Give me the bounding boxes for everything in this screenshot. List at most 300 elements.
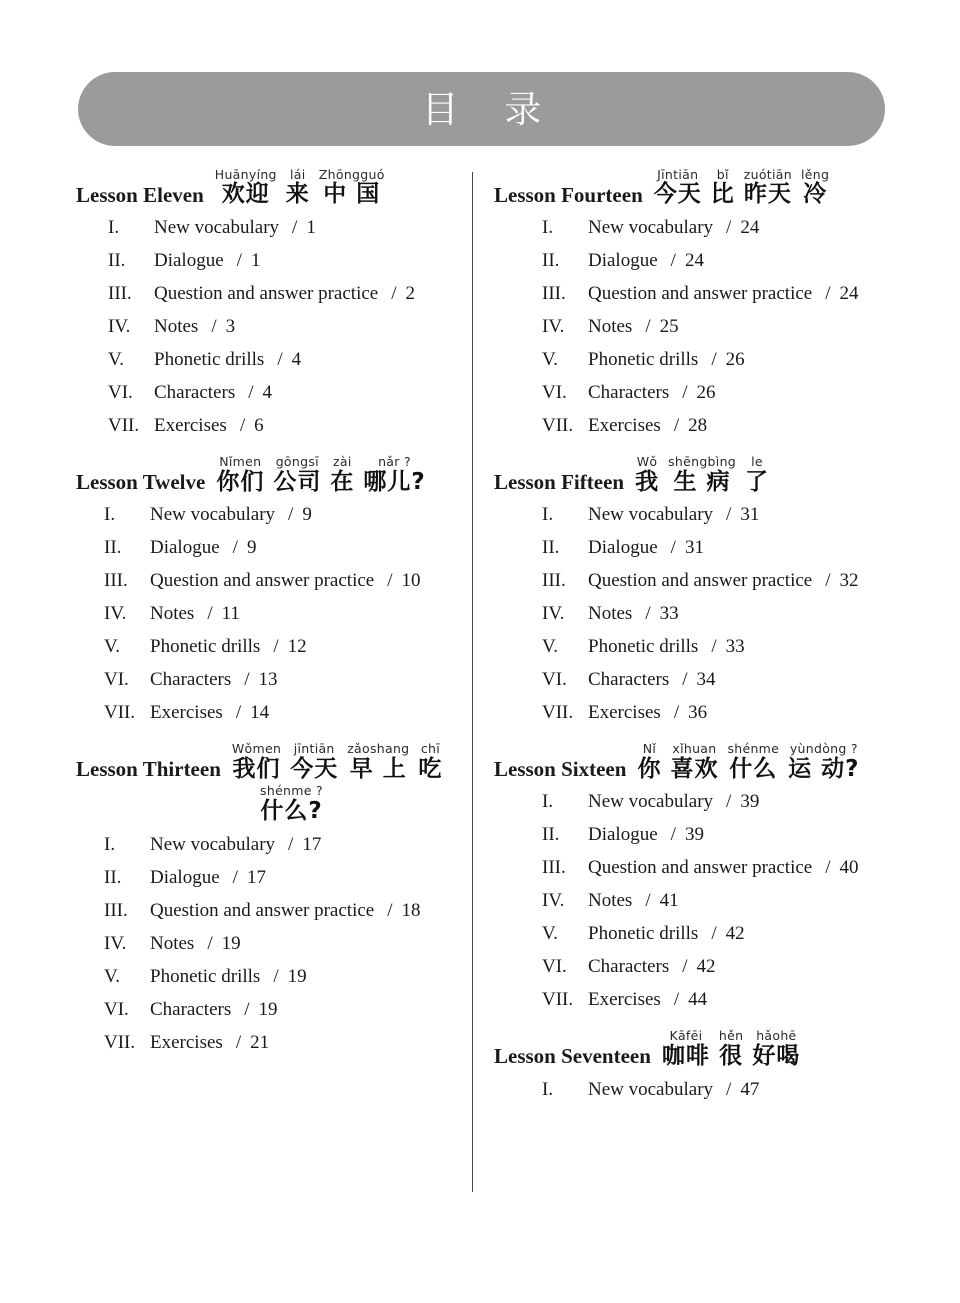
toc-item[interactable] [542, 792, 944, 811]
item-numeral: VI. [108, 382, 133, 404]
item-page-number: 19 [221, 932, 241, 954]
item-numeral: VI. [104, 998, 129, 1020]
item-numeral: VII. [542, 415, 574, 437]
lesson-label: Lesson Twelve [76, 470, 206, 495]
item-title: Question and answer practice [150, 899, 375, 921]
toc-item[interactable] [542, 571, 944, 590]
item-separator: / [387, 570, 393, 592]
toc-item[interactable] [542, 251, 944, 270]
pinyin-annotation: Jīntiān [657, 167, 699, 182]
toc-item[interactable] [104, 868, 456, 887]
item-numeral: V. [104, 965, 121, 987]
item-title: New vocabulary [588, 1078, 714, 1100]
pinyin-annotation: shénme [727, 741, 780, 757]
item-separator: / [825, 857, 831, 879]
lesson-title-unit [635, 455, 659, 495]
lesson-entry-seventeen [494, 1029, 944, 1098]
item-separator: / [711, 636, 717, 658]
item-title: Dialogue [150, 537, 220, 559]
item-title: Characters [150, 998, 232, 1020]
lesson-heading[interactable] [494, 168, 944, 208]
item-separator: / [273, 965, 279, 987]
lesson-heading[interactable] [76, 742, 456, 824]
chinese-characters: 哪儿? [363, 468, 426, 495]
item-separator: / [673, 702, 680, 724]
item-numeral: IV. [542, 603, 565, 625]
item-title: Phonetic drills [588, 636, 699, 658]
lesson-title-unit [788, 742, 859, 782]
item-separator: / [645, 603, 651, 625]
item-numeral: III. [542, 857, 566, 879]
lesson-title-unit [637, 742, 661, 782]
item-numeral: II. [542, 537, 560, 559]
pinyin-annotation: lěng [800, 167, 830, 182]
pinyin-annotation: le [751, 454, 763, 470]
pinyin-annotation: Nǐ [642, 741, 657, 757]
item-title: New vocabulary [588, 791, 714, 813]
lesson-title-chinese [215, 168, 385, 208]
item-separator: / [825, 283, 831, 305]
item-separator: / [232, 537, 238, 559]
toc-item[interactable] [542, 416, 944, 435]
toc-item[interactable] [542, 604, 944, 623]
item-separator: / [670, 537, 676, 559]
chinese-characters: 喜欢 [670, 755, 719, 782]
lesson-title-unit [216, 455, 264, 495]
lesson-label: Lesson Fourteen [494, 183, 643, 208]
toc-item[interactable] [542, 317, 944, 336]
toc-item[interactable] [104, 1033, 456, 1052]
item-separator: / [288, 833, 294, 855]
item-page-number: 25 [659, 316, 679, 338]
lesson-title-unit [363, 455, 425, 495]
page-header-bar [78, 72, 885, 146]
pinyin-annotation: hǎohē [756, 1028, 797, 1044]
item-title: Dialogue [154, 250, 224, 272]
item-page-number: 18 [401, 899, 421, 921]
pinyin-annotation: zuótiān [743, 167, 792, 182]
item-title: Characters [588, 956, 670, 978]
lesson-item-list [76, 835, 456, 1052]
lesson-label: Lesson Sixteen [494, 757, 627, 782]
lesson-entry-eleven [76, 168, 456, 435]
chinese-characters: 什么 [729, 755, 778, 782]
item-separator: / [387, 899, 393, 921]
item-title: Characters [150, 669, 232, 691]
item-page-number: 24 [839, 283, 859, 305]
lesson-label: Lesson Eleven [76, 183, 204, 208]
item-title: Question and answer practice [154, 283, 379, 305]
chinese-characters: 生 病 [673, 468, 731, 495]
item-page-number: 4 [262, 382, 273, 404]
item-title: Dialogue [588, 250, 658, 272]
toc-item[interactable] [108, 383, 456, 402]
item-separator: / [726, 504, 732, 526]
chinese-characters: 咖啡 [661, 1042, 710, 1069]
chinese-characters: 我们 [232, 755, 281, 782]
toc-item[interactable] [542, 957, 944, 976]
pinyin-annotation: bǐ [716, 167, 729, 182]
toc-item[interactable] [542, 284, 944, 303]
item-separator: / [235, 702, 242, 724]
toc-item[interactable] [542, 538, 944, 557]
item-separator: / [244, 669, 250, 691]
lesson-label: Lesson Fifteen [494, 470, 625, 495]
item-numeral: I. [542, 217, 554, 239]
item-numeral: III. [104, 899, 128, 921]
pinyin-annotation: xǐhuan [672, 741, 717, 757]
pinyin-annotation: shénme ? [260, 783, 323, 799]
item-numeral: II. [104, 537, 122, 559]
lesson-label: Lesson Seventeen [494, 1044, 651, 1069]
toc-item[interactable] [104, 835, 456, 854]
item-numeral: IV. [104, 932, 127, 954]
lesson-entry-sixteen [494, 742, 944, 1009]
toc-item[interactable] [542, 350, 944, 369]
toc-item[interactable] [108, 284, 456, 303]
item-title: Notes [588, 603, 633, 625]
chinese-characters: 在 [330, 468, 355, 495]
item-title: Dialogue [150, 866, 220, 888]
lesson-entry-thirteen [76, 742, 456, 1051]
pinyin-annotation: yùndòng ? [789, 741, 858, 757]
toc-item[interactable] [542, 383, 944, 402]
chinese-characters: 很 [719, 1042, 744, 1069]
item-page-number: 11 [221, 603, 240, 625]
item-page-number: 31 [684, 537, 704, 559]
pinyin-annotation: Nǐmen [219, 454, 262, 470]
lesson-item-list [494, 792, 944, 1009]
item-separator: / [244, 998, 250, 1020]
lesson-item-list [494, 505, 944, 722]
item-page-number: 39 [684, 824, 704, 846]
item-page-number: 3 [225, 316, 236, 338]
lesson-title-unit [670, 742, 718, 782]
lesson-title-unit [260, 784, 323, 824]
chinese-characters: 了 [745, 468, 770, 495]
item-numeral: VII. [104, 702, 136, 724]
lesson-title-unit [744, 168, 792, 208]
item-numeral: VII. [542, 702, 574, 724]
lesson-item-list [76, 505, 456, 722]
lesson-entry-twelve [76, 455, 456, 722]
toc-item[interactable] [104, 670, 456, 689]
lesson-label: Lesson Thirteen [76, 757, 221, 782]
pinyin-annotation: Kāfēi [669, 1028, 703, 1044]
pinyin-annotation: zài [333, 454, 352, 470]
toc-item[interactable] [542, 924, 944, 943]
item-title: Notes [150, 603, 195, 625]
lesson-title-unit [290, 742, 338, 782]
toc-item[interactable] [104, 934, 456, 953]
item-separator: / [232, 866, 238, 888]
toc-item[interactable] [542, 637, 944, 656]
item-numeral: IV. [108, 316, 131, 338]
item-title: Dialogue [588, 824, 658, 846]
item-page-number: 12 [287, 636, 307, 658]
pinyin-annotation: Zhōngguó [318, 167, 385, 182]
item-numeral: I. [542, 1078, 554, 1100]
toc-item[interactable] [104, 505, 456, 524]
item-page-number: 26 [696, 382, 716, 404]
lesson-title-unit [418, 742, 442, 782]
toc-item[interactable] [104, 637, 456, 656]
item-separator: / [726, 1078, 732, 1100]
item-separator: / [682, 382, 688, 404]
item-page-number: 14 [250, 702, 270, 724]
item-page-number: 47 [740, 1078, 760, 1100]
item-page-number: 41 [659, 890, 679, 912]
toc-item[interactable] [542, 670, 944, 689]
item-page-number: 2 [405, 283, 415, 305]
item-numeral: V. [542, 923, 559, 945]
chinese-characters: 今天 [653, 181, 702, 208]
item-page-number: 39 [740, 791, 760, 813]
chinese-characters: 中 国 [323, 181, 381, 208]
item-numeral: III. [542, 570, 566, 592]
item-page-number: 19 [287, 965, 307, 987]
item-numeral: VI. [104, 669, 129, 691]
item-title: Characters [588, 669, 670, 691]
item-separator: / [726, 791, 732, 813]
item-page-number: 1 [250, 250, 261, 272]
toc-item[interactable] [542, 703, 944, 722]
chinese-characters: 来 [285, 181, 310, 208]
chinese-characters: 你们 [216, 468, 265, 495]
toc-item[interactable] [104, 703, 456, 722]
lesson-title-unit [668, 455, 736, 495]
item-numeral: VII. [542, 989, 574, 1011]
item-title: Phonetic drills [150, 636, 261, 658]
item-separator: / [726, 217, 732, 239]
toc-column-left [0, 168, 472, 1072]
toc-item[interactable] [542, 218, 944, 237]
item-title: New vocabulary [150, 833, 276, 855]
toc-item[interactable] [104, 901, 456, 920]
lesson-title-unit [662, 1029, 710, 1069]
lesson-title-unit [711, 168, 735, 208]
item-separator: / [645, 316, 651, 338]
item-title: Question and answer practice [588, 570, 813, 592]
item-page-number: 26 [725, 349, 745, 371]
item-page-number: 42 [696, 956, 716, 978]
toc-item[interactable] [542, 825, 944, 844]
pinyin-annotation: Wǒ [636, 454, 658, 470]
item-title: Exercises [588, 989, 661, 1011]
item-title: New vocabulary [150, 504, 276, 526]
item-title: New vocabulary [588, 504, 714, 526]
item-numeral: V. [542, 349, 559, 371]
item-separator: / [292, 217, 298, 239]
item-separator: / [391, 283, 397, 305]
item-title: Dialogue [588, 537, 658, 559]
page-title: 目 录 [421, 87, 559, 131]
toc-item[interactable] [104, 604, 456, 623]
lesson-item-list [494, 218, 944, 435]
chinese-characters: 冷 [803, 181, 828, 208]
lesson-title-chinese [654, 168, 829, 208]
toc-item[interactable] [104, 967, 456, 986]
item-page-number: 1 [306, 217, 316, 239]
item-separator: / [711, 923, 717, 945]
item-separator: / [673, 989, 680, 1011]
item-separator: / [711, 349, 717, 371]
item-numeral: I. [108, 217, 120, 239]
item-numeral: III. [104, 570, 128, 592]
item-title: New vocabulary [588, 217, 714, 239]
item-separator: / [273, 636, 279, 658]
item-numeral: II. [104, 866, 122, 888]
item-title: Exercises [154, 415, 227, 437]
item-page-number: 24 [684, 250, 704, 272]
pinyin-annotation: jīntiān [293, 741, 335, 757]
item-title: Phonetic drills [150, 965, 261, 987]
item-page-number: 42 [725, 923, 745, 945]
toc-item[interactable] [104, 1000, 456, 1019]
pinyin-annotation: chī [420, 741, 440, 757]
item-page-number: 44 [688, 989, 708, 1011]
item-separator: / [207, 932, 213, 954]
lesson-title-unit [654, 168, 702, 208]
lesson-title-unit [347, 742, 409, 782]
item-page-number: 4 [291, 349, 302, 371]
chinese-characters: 公司 [273, 468, 322, 495]
pinyin-annotation: gōngsī [275, 454, 319, 470]
item-title: Exercises [150, 1031, 223, 1053]
item-page-number: 9 [302, 504, 312, 526]
item-title: New vocabulary [154, 217, 280, 239]
lesson-title-chinese [232, 742, 443, 782]
lesson-entry-fifteen [494, 455, 944, 722]
lesson-heading[interactable] [494, 1029, 944, 1069]
item-separator: / [211, 316, 217, 338]
toc-item[interactable] [108, 218, 456, 237]
item-separator: / [682, 669, 688, 691]
toc-item[interactable] [542, 1080, 944, 1099]
toc-item[interactable] [108, 317, 456, 336]
item-separator: / [248, 382, 254, 404]
item-title: Exercises [588, 702, 661, 724]
chinese-characters: 好喝 [752, 1042, 801, 1069]
item-title: Characters [154, 382, 236, 404]
item-title: Phonetic drills [588, 349, 699, 371]
toc-item[interactable] [542, 858, 944, 877]
lesson-title-chinese-continued [260, 784, 323, 824]
chinese-characters: 什么? [260, 797, 323, 824]
chinese-characters: 欢迎 [221, 181, 270, 208]
item-title: Phonetic drills [588, 923, 699, 945]
item-title: Exercises [150, 702, 223, 724]
item-numeral: V. [108, 349, 125, 371]
item-title: Notes [588, 890, 633, 912]
item-page-number: 6 [254, 415, 264, 437]
item-page-number: 33 [659, 603, 679, 625]
lesson-title-unit [801, 168, 829, 208]
toc-item[interactable] [104, 571, 456, 590]
toc-item[interactable] [108, 416, 456, 435]
item-numeral: I. [542, 791, 554, 813]
chinese-characters: 比 [710, 181, 735, 208]
item-numeral: VI. [542, 956, 567, 978]
lesson-heading[interactable] [76, 455, 456, 495]
lesson-title-chinese [635, 455, 769, 495]
toc-item[interactable] [104, 538, 456, 557]
item-separator: / [825, 570, 831, 592]
lesson-title-unit [273, 455, 321, 495]
lesson-entry-fourteen [494, 168, 944, 435]
item-numeral: IV. [542, 890, 565, 912]
item-numeral: III. [542, 283, 566, 305]
item-numeral: IV. [542, 316, 565, 338]
chinese-characters: 今天 [290, 755, 339, 782]
lesson-title-unit [719, 1029, 743, 1069]
lesson-title-unit [215, 168, 277, 208]
item-numeral: I. [542, 504, 554, 526]
lesson-title-unit [752, 1029, 800, 1069]
chinese-characters: 早 上 [349, 755, 407, 782]
toc-item[interactable] [108, 350, 456, 369]
pinyin-annotation: zǎoshang [347, 741, 410, 757]
lesson-item-list [494, 1080, 944, 1099]
chinese-characters: 我 [635, 468, 660, 495]
chinese-characters: 昨天 [743, 181, 792, 208]
item-separator: / [645, 890, 651, 912]
lesson-heading[interactable] [494, 455, 944, 495]
item-title: Question and answer practice [150, 570, 375, 592]
pinyin-annotation: lái [290, 167, 306, 182]
toc-item[interactable] [108, 251, 456, 270]
item-separator: / [670, 250, 676, 272]
lesson-title-unit [745, 455, 769, 495]
item-numeral: VII. [108, 415, 140, 437]
item-separator: / [239, 415, 246, 437]
item-page-number: 31 [740, 504, 760, 526]
chinese-characters: 运 动? [788, 755, 860, 782]
lesson-heading[interactable] [76, 168, 456, 208]
lesson-title-unit [330, 455, 354, 495]
item-page-number: 28 [688, 415, 708, 437]
lesson-title-chinese [662, 1029, 800, 1069]
chinese-characters: 你 [637, 755, 662, 782]
item-title: Notes [154, 316, 199, 338]
item-numeral: IV. [104, 603, 127, 625]
item-numeral: I. [104, 833, 116, 855]
item-page-number: 32 [839, 570, 859, 592]
item-separator: / [236, 250, 242, 272]
item-numeral: I. [104, 504, 116, 526]
lesson-title-unit [319, 168, 385, 208]
item-separator: / [235, 1031, 242, 1053]
lesson-heading[interactable] [494, 742, 944, 782]
item-page-number: 34 [696, 669, 716, 691]
item-separator: / [277, 349, 283, 371]
lesson-title-unit [232, 742, 281, 782]
toc-item[interactable] [542, 891, 944, 910]
item-page-number: 36 [688, 702, 708, 724]
lesson-title-unit [727, 742, 779, 782]
item-numeral: III. [108, 283, 132, 305]
chinese-characters: 吃 [418, 755, 443, 782]
item-title: Notes [150, 932, 195, 954]
item-title: Question and answer practice [588, 857, 813, 879]
lesson-title-chinese [637, 742, 859, 782]
item-page-number: 21 [250, 1031, 270, 1053]
toc-item[interactable] [542, 990, 944, 1009]
lesson-item-list [76, 218, 456, 435]
item-numeral: VII. [104, 1031, 136, 1053]
pinyin-annotation: Wǒmen [231, 741, 282, 757]
toc-item[interactable] [542, 505, 944, 524]
